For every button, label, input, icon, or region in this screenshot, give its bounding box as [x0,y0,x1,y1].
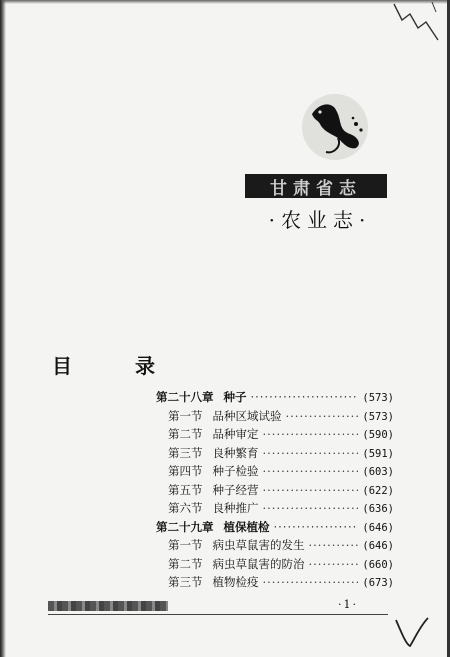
toc-entry-number: 第一节 [168,408,203,423]
footer-decorative-bar [48,601,168,611]
toc-entry-title: 种子 [223,390,247,404]
toc-section-row[interactable] [156,556,394,575]
toc-entry-number: 第三节 [168,445,203,460]
toc-entry-page: (603) [362,466,394,478]
toc-entry-title: 植保植检 [223,519,270,534]
series-title: 甘肃省志 [270,178,362,199]
toc-section-row[interactable] [156,482,394,501]
scan-edge-left [0,0,6,657]
toc-section-row[interactable] [156,463,394,482]
toc-chapter-row[interactable] [156,389,394,408]
toc-entry-title: 病虫草鼠害的发生 [212,538,305,552]
torn-corner-mark [392,0,442,46]
toc-entry-number: 第二节 [168,556,203,571]
toc-entry-title: 种子经营 [212,482,259,497]
toc-entry-number: 第一节 [168,538,203,552]
toc-entry-title: 病虫草鼠害的防治 [212,556,305,571]
toc-entry-number: 第二十八章 [156,390,214,404]
toc-entry-page: (636) [362,503,394,515]
handwritten-mark [392,614,432,650]
toc-section-row[interactable] [156,426,394,445]
toc-dot-leader [263,464,359,478]
toc-entry-page: (660) [362,558,394,571]
toc-chapter-row[interactable] [156,519,394,538]
toc-section-row[interactable] [156,445,394,464]
toc-entry-number: 第三节 [168,575,203,589]
toc-section-row[interactable] [156,574,394,593]
toc-entry-page: (673) [362,577,394,589]
toc-entry-title: 种子检验 [212,464,259,478]
footer-rule [48,614,388,615]
series-title-banner [245,174,387,198]
toc-entry-page: (573) [362,392,394,404]
table-of-contents [156,389,394,593]
toc-entry-title: 品种审定 [212,427,259,441]
toc-entry-title: 品种区域试验 [212,408,282,423]
toc-section-row[interactable] [156,500,394,519]
toc-entry-title: 植物检疫 [212,575,259,589]
toc-entry-page: (622) [362,484,394,497]
toc-entry-number: 第二十九章 [156,519,214,534]
toc-dot-leader [263,427,359,441]
toc-entry-number: 第四节 [168,464,203,478]
toc-dot-leader [309,557,359,571]
toc-section-row[interactable] [156,408,394,427]
page-number: ·1· [338,598,358,611]
toc-entry-page: (646) [362,540,394,552]
toc-dot-leader [251,390,359,404]
toc-section-row[interactable] [156,537,394,556]
toc-dot-leader [309,538,359,552]
toc-dot-leader [263,483,359,497]
toc-entry-number: 第五节 [168,482,203,497]
toc-entry-page: (573) [362,410,394,423]
toc-dot-leader [274,520,359,534]
scan-edge-top [0,0,450,4]
toc-entry-number: 第六节 [168,501,203,515]
toc-entry-number: 第二节 [168,427,203,441]
volume-title: ·农业志· [268,208,372,232]
toc-dot-leader [263,575,359,589]
toc-entry-title: 良种繁育 [212,445,259,460]
toc-entry-page: (590) [362,429,394,441]
toc-heading: 目 录 [52,354,183,378]
toc-dot-leader [263,501,359,515]
bird-emblem-icon [298,90,372,164]
toc-entry-page: (591) [362,447,394,460]
toc-entry-page: (646) [362,521,394,534]
toc-dot-leader [263,446,359,460]
toc-dot-leader [286,409,359,423]
toc-entry-title: 良种推广 [212,501,259,515]
